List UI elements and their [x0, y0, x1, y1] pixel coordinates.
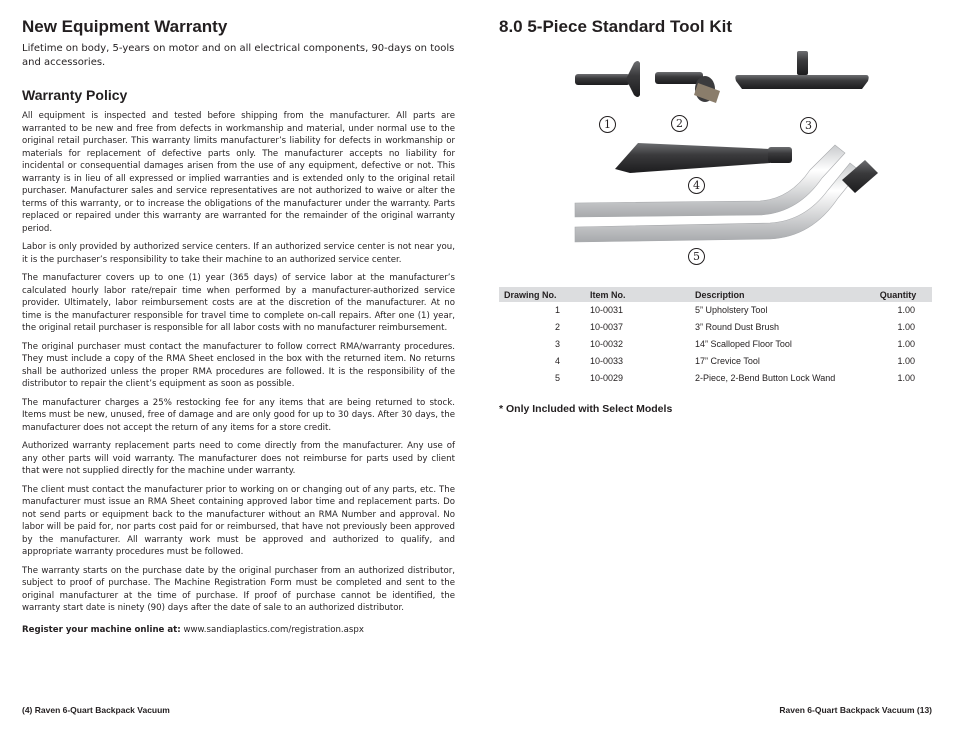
tool-kit-drawing: [560, 45, 900, 270]
callout-3: 3: [800, 117, 817, 134]
description-cell: 2-Piece, 2-Bend Button Lock Wand: [695, 372, 836, 383]
table-row: [499, 302, 932, 319]
policy-paragraph: All equipment is inspected and tested before shipping from the manufacturer. All parts are warranted to be new and free from defects in workmanship and material, under normal use to the original retail purchaser. This warranty limits manufacturer’s liability for defects in workmanship or materials for replacement of defective parts only. The manufacturer accepts no liability for incidental or consequential damages arisen from the use of any equipment, defective or not. This warranty is in lieu of all expressed or implied warranties and is extended only to the original retail purchaser. Manufacturer sales and service representatives are not authorized to waive or alter the terms of this warranty, or to increase the obligations of the manufacturer under the warranty. Parts replaced or repaired under this warranty are warranted for the remainder of the original warranty period.: [22, 111, 455, 234]
table-row: [499, 369, 932, 386]
policy-paragraph: The original purchaser must contact the manufacturer to follow correct RMA/warranty procedures. They must include a copy of the RMA Sheet enclosed in the box with the returned item. No returns shall be authorized unless the proper RMA procedures are followed. It is the responsibility of the distributor to repair the client’s equipment as soon as possible.: [22, 341, 455, 389]
callout-1: 1: [599, 116, 616, 133]
description-cell: 17” Crevice Tool: [695, 355, 760, 366]
parts-table: [499, 287, 932, 386]
policy-paragraph: The warranty starts on the purchase date by the original purchaser from an authorized distributor, subject to proof of purchase. The Machine Registration Form must be completed and sent to the original manufacturer at the time of purchase. If proof of purchase cannot be identified, the warranty start date is ninety (90) days after the date of sale to an authorized distributor.: [22, 565, 455, 613]
registration-link[interactable]: www.sandiaplastics.com/registration.aspx: [183, 624, 364, 635]
table-row: [499, 352, 932, 369]
tool-kit-illustration: [560, 45, 900, 270]
round-dust-brush-icon: [655, 72, 720, 103]
upholstery-tool-icon: [575, 61, 640, 97]
warranty-intro: Lifetime on body, 5-years on motor and on all electrical components, 90-days on tools and accessories.: [22, 43, 455, 68]
description-cell: 5” Upholstery Tool: [695, 305, 768, 316]
item-no-cell: 10-0037: [590, 322, 624, 333]
crevice-tool-icon: [615, 143, 792, 173]
policy-paragraph: Labor is only provided by authorized service centers. If an authorized service center is not near you, it is the purchaser’s responsibility to take their machine to an authorized service center.: [22, 242, 455, 265]
column-header-description: Description: [690, 287, 875, 302]
column-header-drawing-no: Drawing No.: [499, 287, 585, 302]
column-header-item-no: Item No.: [585, 287, 690, 302]
drawing-no-cell: 5: [554, 372, 560, 383]
quantity-cell: 1.00: [897, 305, 915, 316]
quantity-cell: 1.00: [897, 322, 915, 333]
registration-label: Register your machine online at:: [22, 624, 181, 635]
column-header-quantity: Quantity: [875, 287, 932, 302]
item-no-cell: 10-0033: [590, 355, 624, 366]
description-cell: 14” Scalloped Floor Tool: [695, 338, 792, 349]
policy-title: Warranty Policy: [22, 87, 128, 103]
drawing-no-cell: 1: [554, 305, 560, 316]
table-row: [499, 336, 932, 353]
policy-paragraph: Authorized warranty replacement parts need to come directly from the manufacturer. Any use of any other parts will void warranty. The manufacturer does not reimburse for parts used by client that were not supplied directly for the machine under warranty.: [22, 441, 455, 476]
item-no-cell: 10-0032: [590, 338, 624, 349]
quantity-cell: 1.00: [897, 372, 915, 383]
policy-paragraph: The manufacturer charges a 25% restocking fee for any items that are being returned to stock. Items must be new, unused, free of damage and are only good for up to 30 days. After 30 days, the manufacturer does not accept the return of any items for a store credit.: [22, 397, 455, 433]
table-row: [499, 319, 932, 336]
table-header-row: [499, 287, 932, 302]
quantity-cell: 1.00: [897, 338, 915, 349]
drawing-no-cell: 2: [554, 322, 560, 333]
footer-right: Raven 6-Quart Backpack Vacuum (13): [779, 705, 932, 715]
warranty-title: New Equipment Warranty: [22, 17, 228, 36]
callout-2: 2: [671, 115, 688, 132]
policy-paragraph: The client must contact the manufacturer prior to working on or changing out of any parts, etc. The manufacturer must issue an RMA Sheet containing approved labor time and replacement parts. Do not send parts or equipment back to the manufacturer without an RMA Number and approval. No labor will be paid for, nor parts cost paid for or reimbursed, that have not previously been approved by the manufacturer. All warranty work must be approved and authorized to qualify, and appropriate warranty procedures must be followed.: [22, 484, 455, 557]
policy-paragraph: The manufacturer covers up to one (1) year (365 days) of service labor at the manufacturer’s calculated hourly labor rate/repair time when performed by a manufacturer-authorized service provider. Ultimately, labor reimbursement costs are at the discretion of the manufacturer. At no time is the manufacturer responsible for travel time to complete on-call repairs. After one (1) year, the original retail purchaser is responsible for all labor costs with no manufacturer reimbursement.: [22, 273, 455, 333]
registration-line: [22, 624, 455, 636]
item-no-cell: 10-0029: [590, 372, 624, 383]
item-no-cell: 10-0031: [590, 305, 624, 316]
drawing-no-cell: 3: [554, 338, 560, 349]
warranty-column: [22, 16, 455, 636]
callout-5: 5: [688, 248, 705, 265]
toolkit-title: 8.0 5-Piece Standard Tool Kit: [499, 17, 733, 36]
toolkit-column: [499, 16, 933, 38]
callout-4: 4: [688, 177, 705, 194]
select-models-note: * Only Included with Select Models: [499, 403, 673, 415]
drawing-no-cell: 4: [554, 355, 560, 366]
description-cell: 3” Round Dust Brush: [695, 322, 780, 333]
floor-tool-icon: [735, 51, 868, 89]
footer-left: (4) Raven 6-Quart Backpack Vacuum: [22, 705, 170, 715]
quantity-cell: 1.00: [897, 355, 915, 366]
